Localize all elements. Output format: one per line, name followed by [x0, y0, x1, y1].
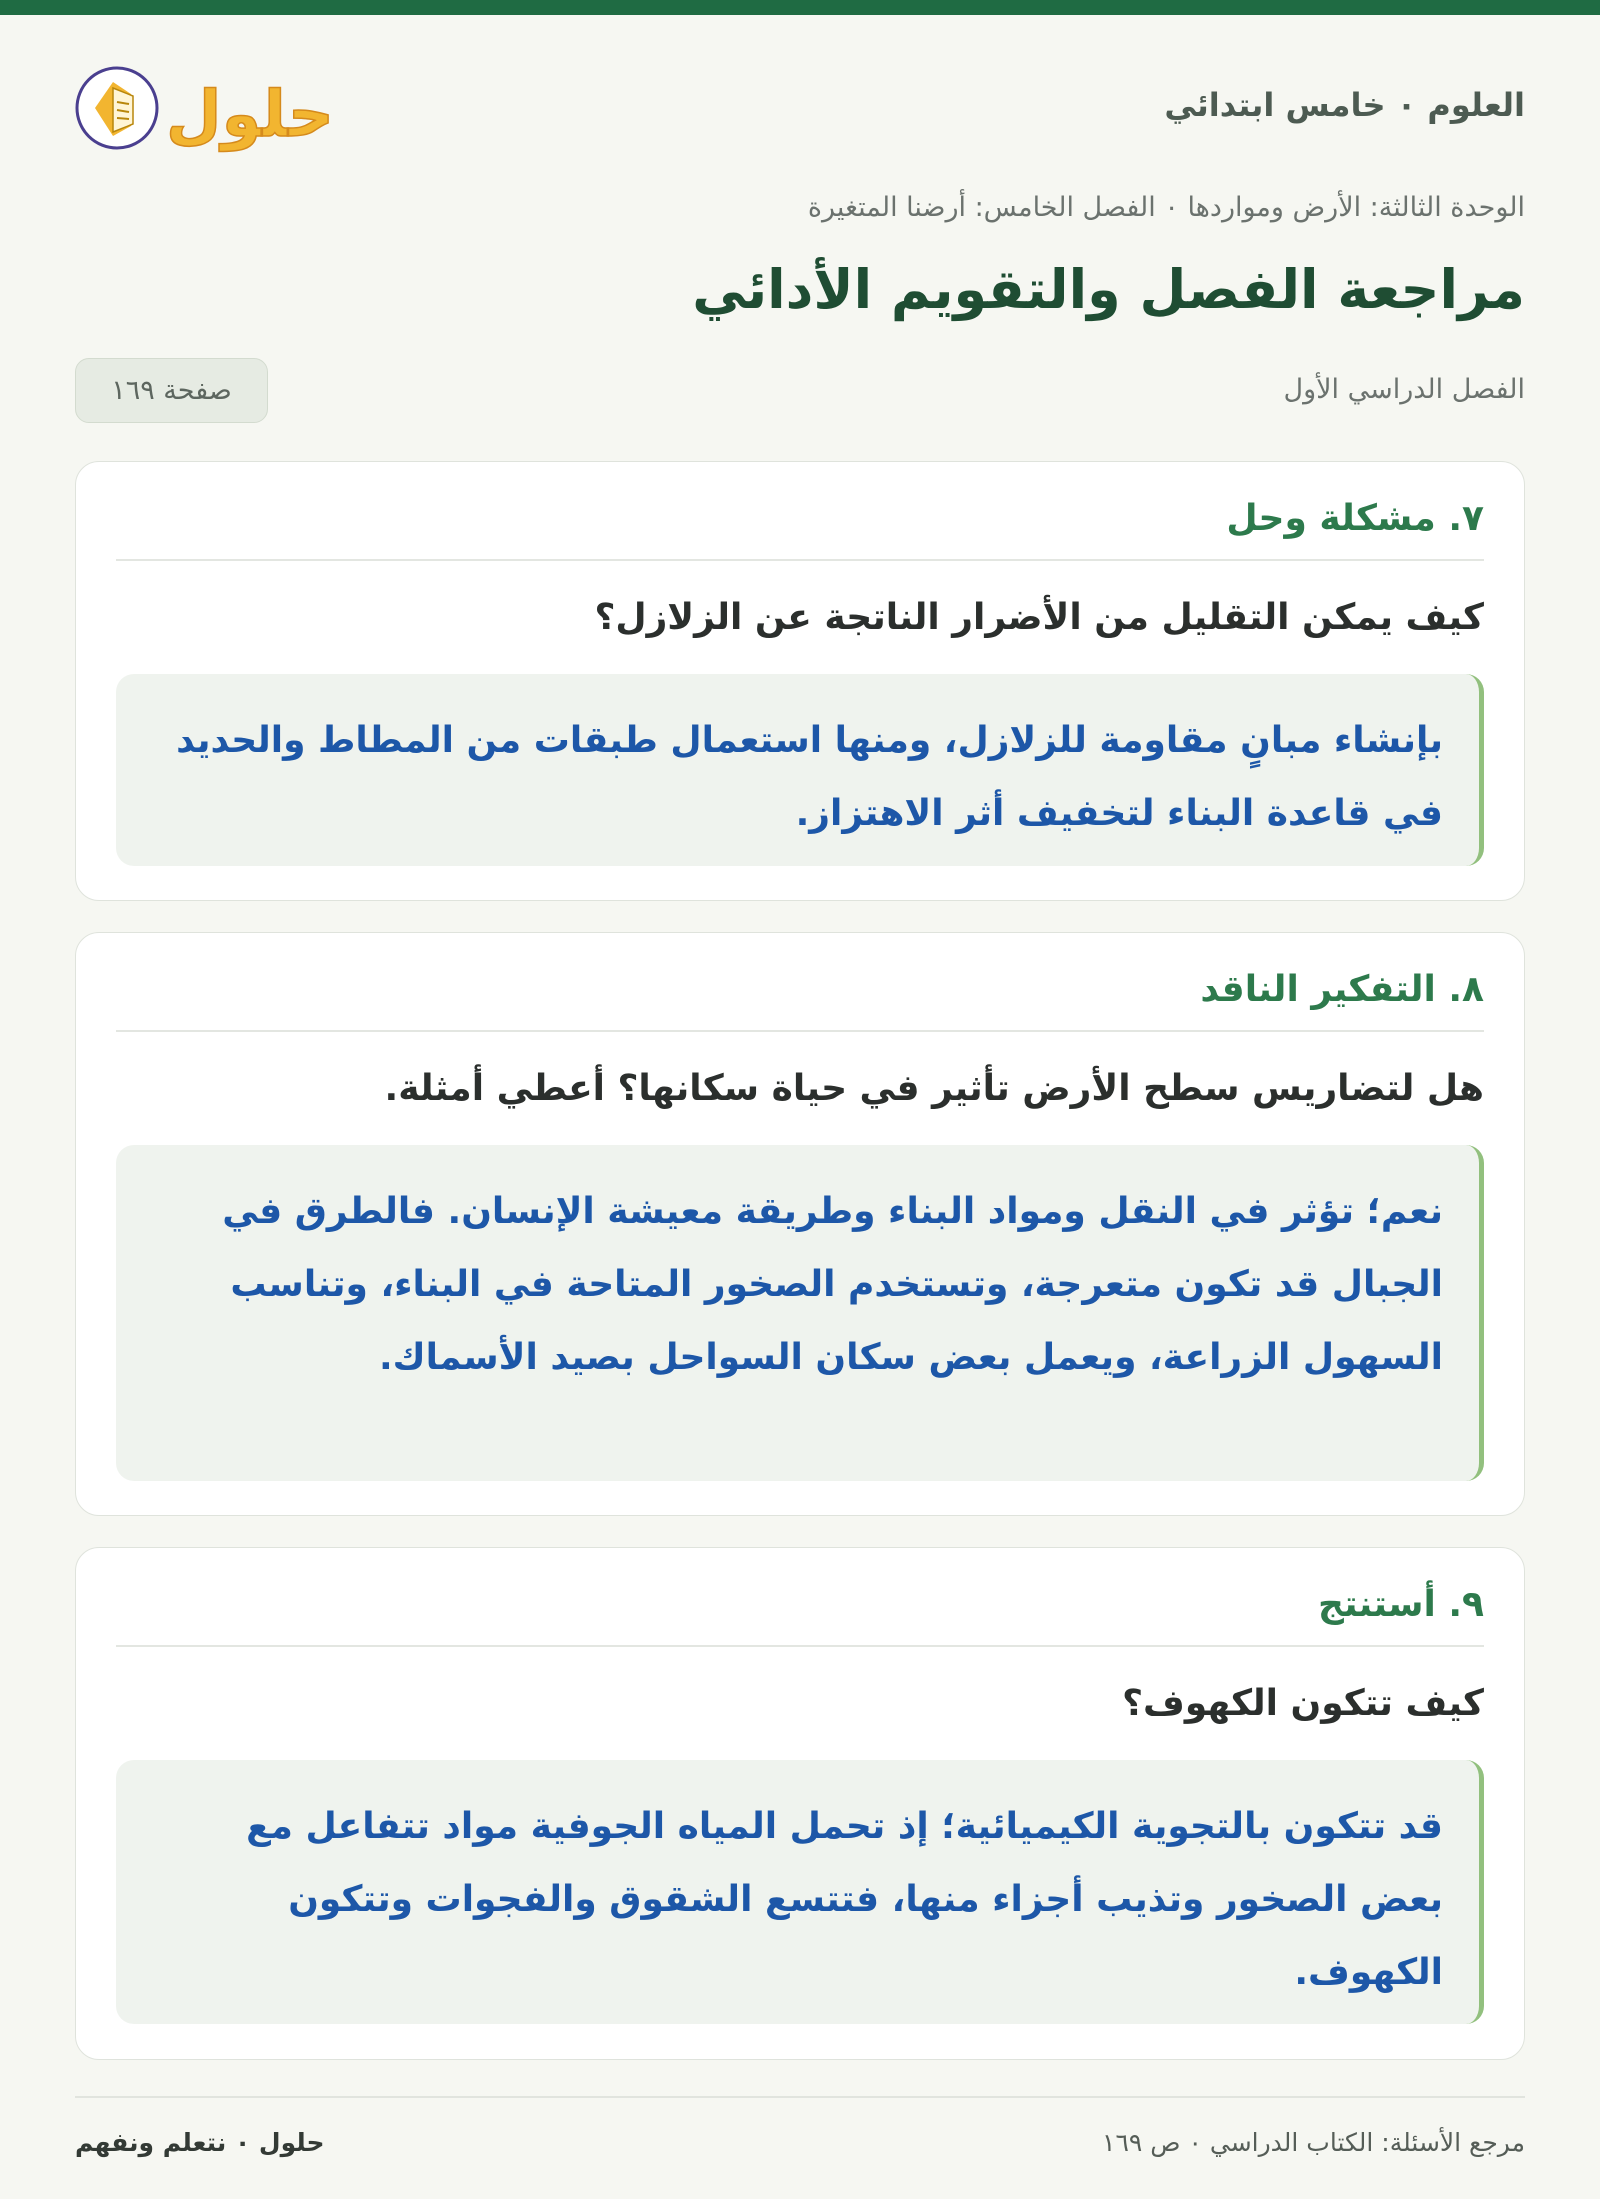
answer-box: قد تتكون بالتجوية الكيميائية؛ إذ تحمل المياه الجوفية مواد تتفاعل مع بعض الصخور وتذيب أجزاء منها، فتتسع الشقوق والفجوات وتتكون الكهوف.: [116, 1760, 1484, 2024]
question-text: كيف تتكون الكهوف؟: [1122, 1683, 1484, 1724]
halool-logo: [75, 52, 335, 162]
question-text: هل لتضاريس سطح الأرض تأثير في حياة سكانها؟ أعطي أمثلة.: [384, 1068, 1484, 1109]
subject-label: العلوم ٠ خامس ابتدائي: [1164, 86, 1525, 124]
page-header: [75, 52, 1525, 162]
answer-box: بإنشاء مبانٍ مقاومة للزلازل، ومنها استعمال طبقات من المطاط والحديد في قاعدة البناء لتخفيف أثر الاهتزاز.: [116, 674, 1484, 866]
question-card-9: [75, 1547, 1525, 2060]
footer-brand: حلول ٠ نتعلم ونفهم: [75, 2128, 325, 2157]
card-heading: ٧. مشكلة وحل: [1226, 498, 1484, 539]
card-heading: ٨. التفكير الناقد: [1200, 969, 1484, 1010]
page-number-badge: صفحة ١٦٩: [75, 358, 268, 423]
footer-reference: مرجع الأسئلة: الكتاب الدراسي ٠ ص ١٦٩: [1102, 2128, 1525, 2157]
top-accent-bar: [0, 0, 1600, 15]
question-card-7: [75, 461, 1525, 901]
answer-box: نعم؛ تؤثر في النقل ومواد البناء وطريقة معيشة الإنسان. فالطرق في الجبال قد تكون متعرجة، وتستخدم الصخور المتاحة في البناء، وتناسب السهول الزراعة، ويعمل بعض سكان السواحل بصيد الأسماك.: [116, 1145, 1484, 1481]
footer-divider: [75, 2096, 1525, 2098]
card-heading: ٩. أستنتج: [1318, 1584, 1484, 1625]
question-text: كيف يمكن التقليل من الأضرار الناتجة عن الزلازل؟: [594, 597, 1484, 638]
card-divider: [116, 559, 1484, 561]
page-title: مراجعة الفصل والتقويم الأدائي: [692, 258, 1525, 321]
term-label: الفصل الدراسي الأول: [1283, 374, 1525, 405]
question-card-8: [75, 932, 1525, 1516]
card-divider: [116, 1030, 1484, 1032]
breadcrumb: الوحدة الثالثة: الأرض ومواردها ٠ الفصل الخامس: أرضنا المتغيرة: [807, 192, 1525, 223]
card-divider: [116, 1645, 1484, 1647]
logo-text: حلول: [166, 78, 334, 152]
